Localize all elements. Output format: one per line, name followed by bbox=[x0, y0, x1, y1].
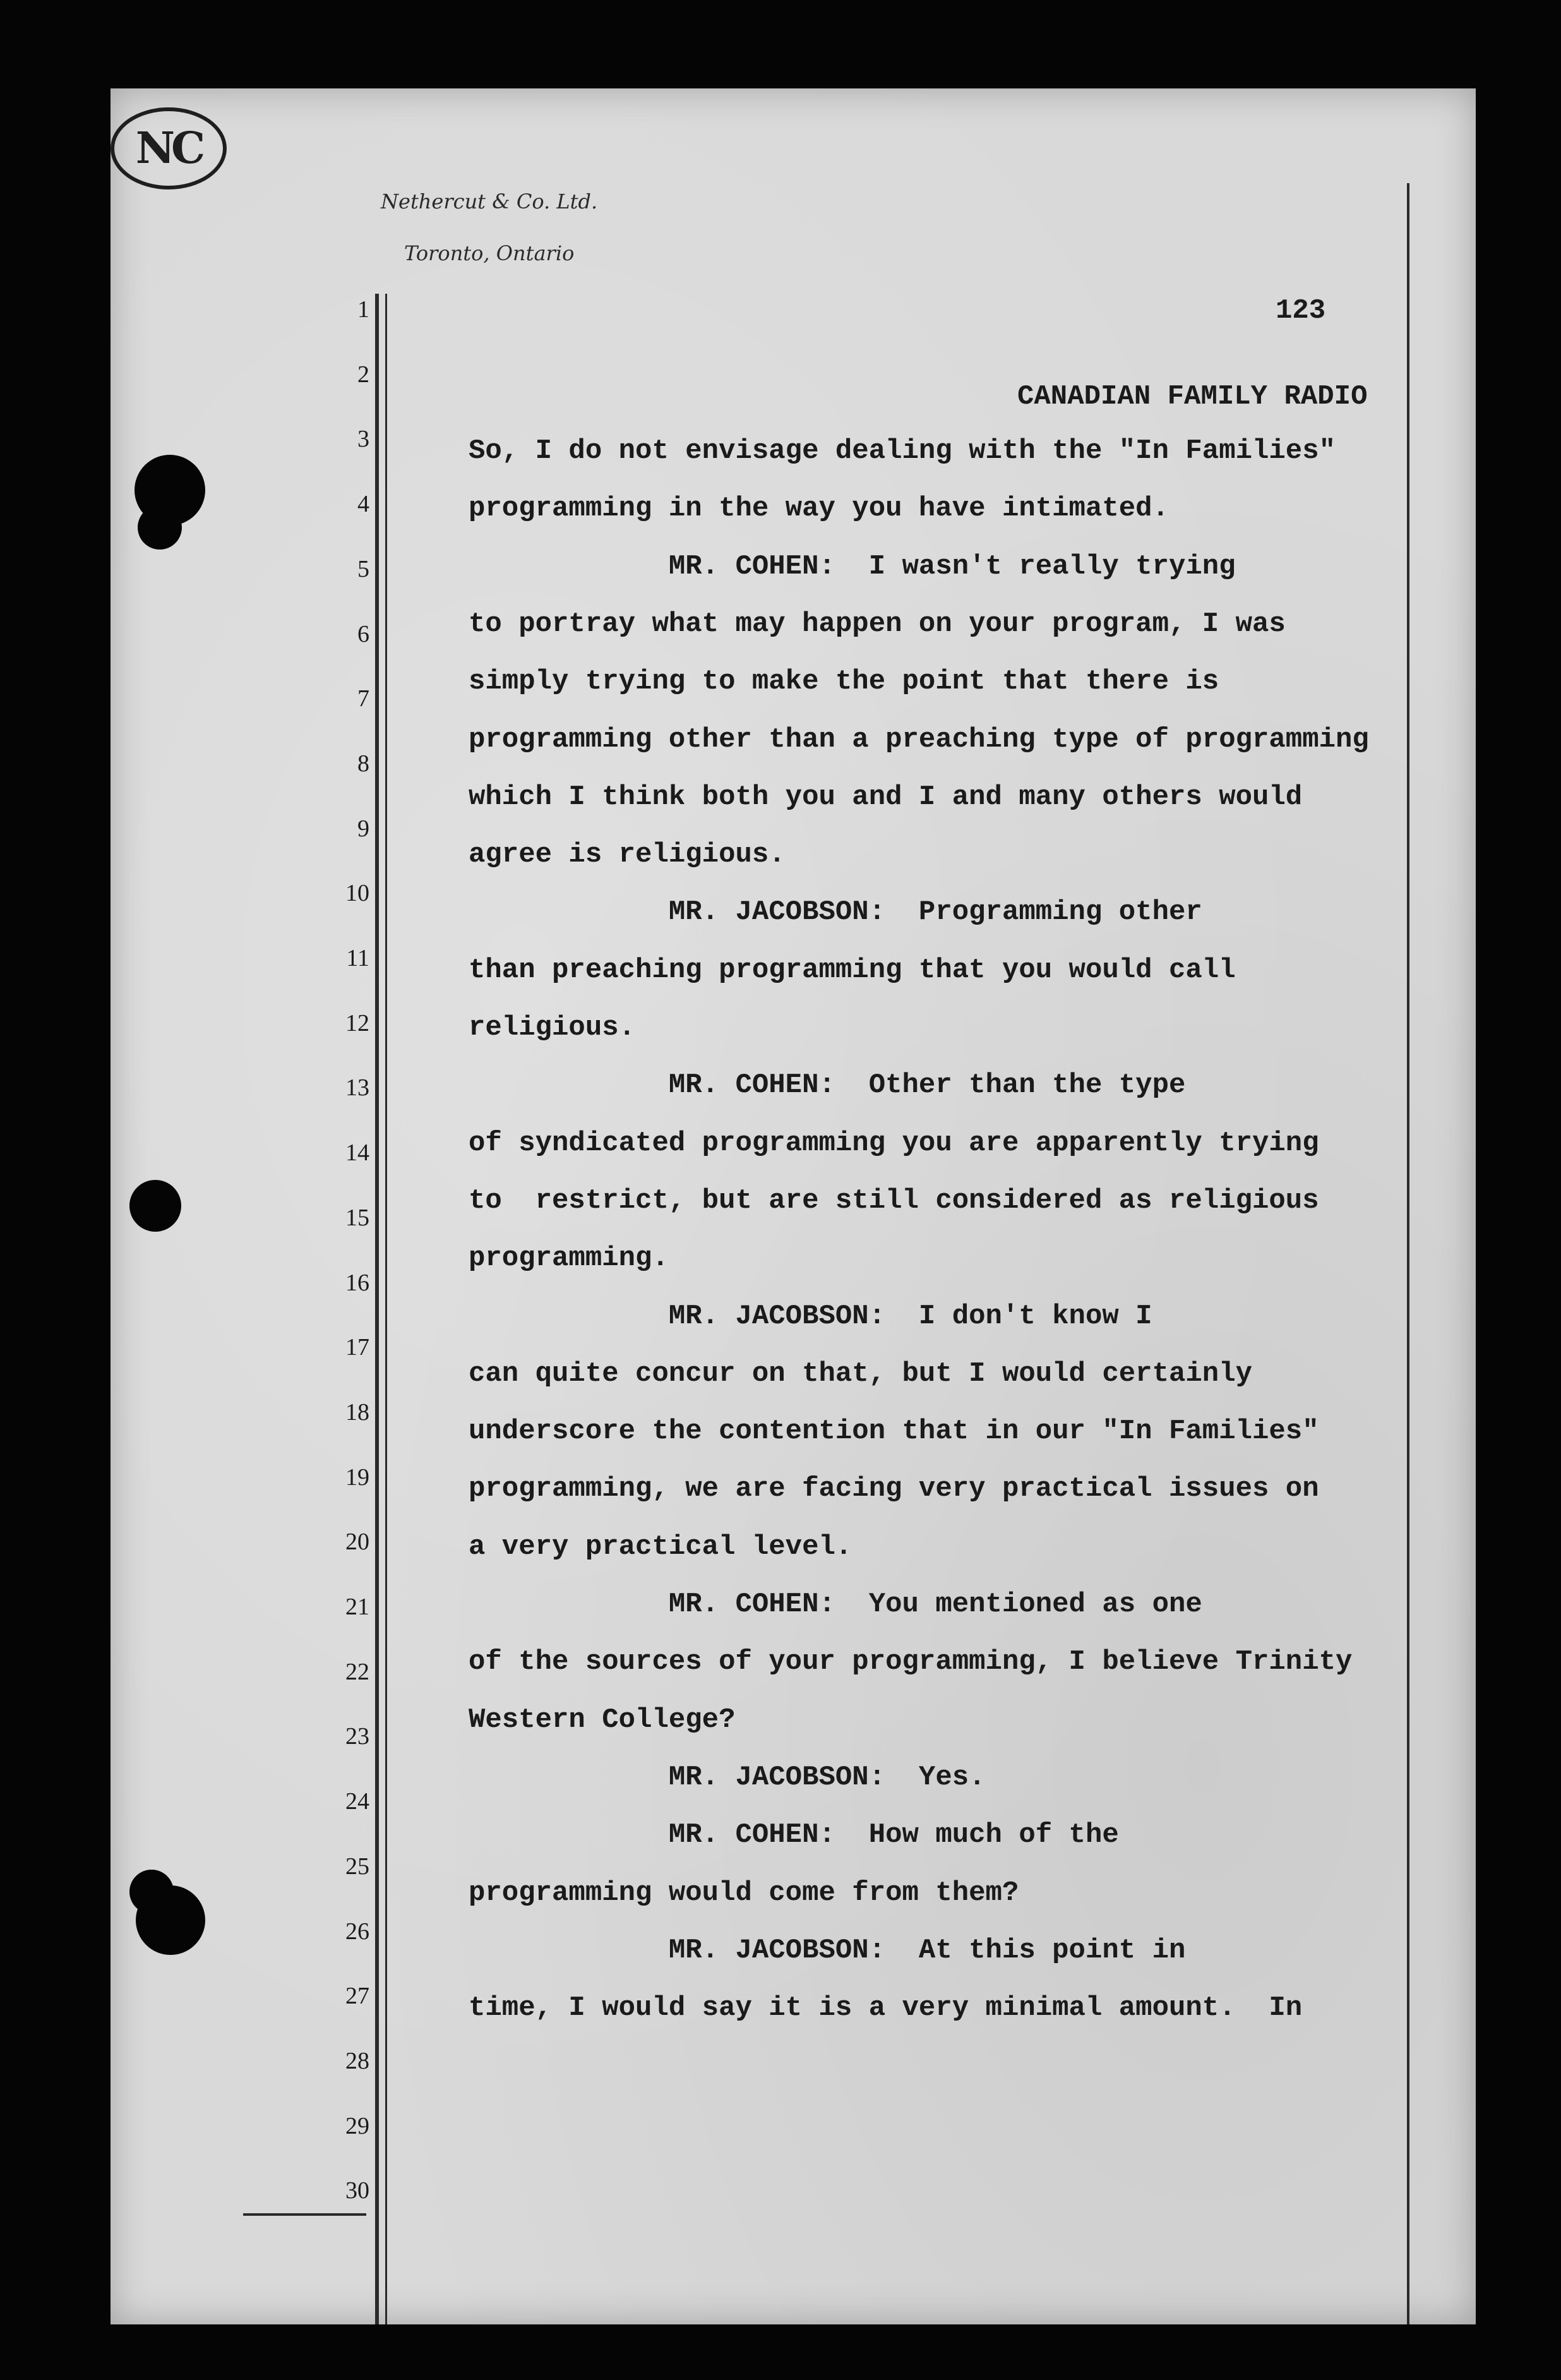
line-number: 24 bbox=[345, 1788, 369, 1815]
transcript-line: to restrict, but are still considered as religious bbox=[469, 1184, 1319, 1217]
firm-location: Toronto, Ontario bbox=[404, 241, 575, 265]
left-margin-rule-inner bbox=[385, 294, 387, 2324]
transcript-line: agree is religious. bbox=[469, 839, 786, 871]
transcript-line: MR. COHEN: You mentioned as one bbox=[469, 1589, 1202, 1620]
running-header: CANADIAN FAMILY RADIO bbox=[1017, 381, 1368, 412]
line-number: 18 bbox=[345, 1398, 369, 1426]
transcript-line: religious. bbox=[469, 1012, 636, 1043]
left-margin-rule bbox=[375, 294, 379, 2324]
transcript-line: MR. COHEN: How much of the bbox=[469, 1819, 1119, 1851]
transcript-line: underscore the contention that in our "In Families" bbox=[469, 1415, 1319, 1448]
line-number: 20 bbox=[345, 1529, 369, 1556]
line-number: 1 bbox=[357, 296, 369, 323]
line-number: 22 bbox=[345, 1658, 369, 1685]
transcript-line: of the sources of your programming, I believe Trinity bbox=[469, 1646, 1353, 1678]
transcript-line: MR. JACOBSON: I don't know I bbox=[469, 1300, 1152, 1332]
line-number: 17 bbox=[345, 1334, 369, 1361]
line-number: 5 bbox=[357, 555, 369, 582]
binder-hole-middle bbox=[129, 1180, 181, 1232]
line-number: 16 bbox=[345, 1269, 369, 1296]
line-number: 21 bbox=[345, 1594, 369, 1620]
transcript-line: than preaching programming that you would call bbox=[469, 954, 1236, 986]
transcript-line: MR. JACOBSON: At this point in bbox=[469, 1934, 1186, 1966]
right-margin-rule bbox=[1407, 183, 1409, 2324]
page-number: 123 bbox=[1276, 295, 1326, 327]
transcript-line: programming would come from them? bbox=[469, 1877, 1019, 1909]
line-number: 2 bbox=[357, 361, 369, 388]
transcript-line: programming, we are facing very practical issues on bbox=[469, 1473, 1319, 1505]
line-number: 9 bbox=[357, 815, 369, 842]
line-number: 30 bbox=[345, 2177, 369, 2204]
line-number: 23 bbox=[345, 1723, 369, 1750]
transcript-line: MR. JACOBSON: Programming other bbox=[469, 896, 1202, 929]
line-number: 13 bbox=[345, 1074, 369, 1102]
line-number: 6 bbox=[357, 620, 369, 647]
transcript-line: time, I would say it is a very minimal amount. In bbox=[469, 1992, 1303, 2024]
line-number: 19 bbox=[345, 1463, 369, 1491]
line-number: 10 bbox=[345, 880, 369, 907]
line-number: 7 bbox=[357, 685, 369, 712]
transcript-line: which I think both you and I and many others would bbox=[469, 781, 1303, 813]
line-number: 26 bbox=[345, 1918, 369, 1945]
line-number: 12 bbox=[345, 1009, 369, 1037]
line-number: 29 bbox=[345, 2112, 369, 2139]
transcript-line: MR. COHEN: I wasn't really trying bbox=[469, 550, 1236, 582]
line-number: 8 bbox=[357, 750, 369, 777]
transcript-line: of syndicated programming you are apparently trying bbox=[469, 1127, 1319, 1159]
transcript-line: programming. bbox=[469, 1242, 669, 1275]
transcript-line: a very practical level. bbox=[469, 1530, 852, 1563]
line-number: 11 bbox=[346, 945, 369, 971]
transcript-line: MR. COHEN: Other than the type bbox=[469, 1069, 1186, 1102]
line-number: 27 bbox=[345, 1983, 369, 2010]
line-number: 28 bbox=[345, 2047, 369, 2074]
transcript-line: programming in the way you have intimated. bbox=[469, 493, 1169, 525]
binder-hole-bottom-small bbox=[129, 1870, 174, 1914]
transcript-line: So, I do not envisage dealing with the "In Families" bbox=[469, 435, 1336, 467]
transcript-line: Western College? bbox=[469, 1704, 736, 1736]
transcript-line: MR. JACOBSON: Yes. bbox=[469, 1761, 986, 1793]
transcript-line: can quite concur on that, but I would certainly bbox=[469, 1357, 1253, 1390]
transcript-line: programming other than a preaching type of programming bbox=[469, 723, 1369, 755]
line-number: 3 bbox=[357, 426, 369, 453]
line-number: 14 bbox=[345, 1139, 369, 1167]
line-number: 4 bbox=[357, 491, 369, 518]
firm-logo: NC bbox=[111, 107, 227, 189]
line-number: 15 bbox=[345, 1204, 369, 1231]
transcript-line: simply trying to make the point that there is bbox=[469, 666, 1219, 698]
binder-hole-top-small bbox=[138, 505, 182, 550]
firm-name: Nethercut & Co. Ltd. bbox=[381, 189, 598, 213]
transcript-line: to portray what may happen on your program, I was bbox=[469, 608, 1286, 640]
line-number: 25 bbox=[345, 1853, 369, 1880]
bottom-left-rule bbox=[243, 2213, 366, 2216]
